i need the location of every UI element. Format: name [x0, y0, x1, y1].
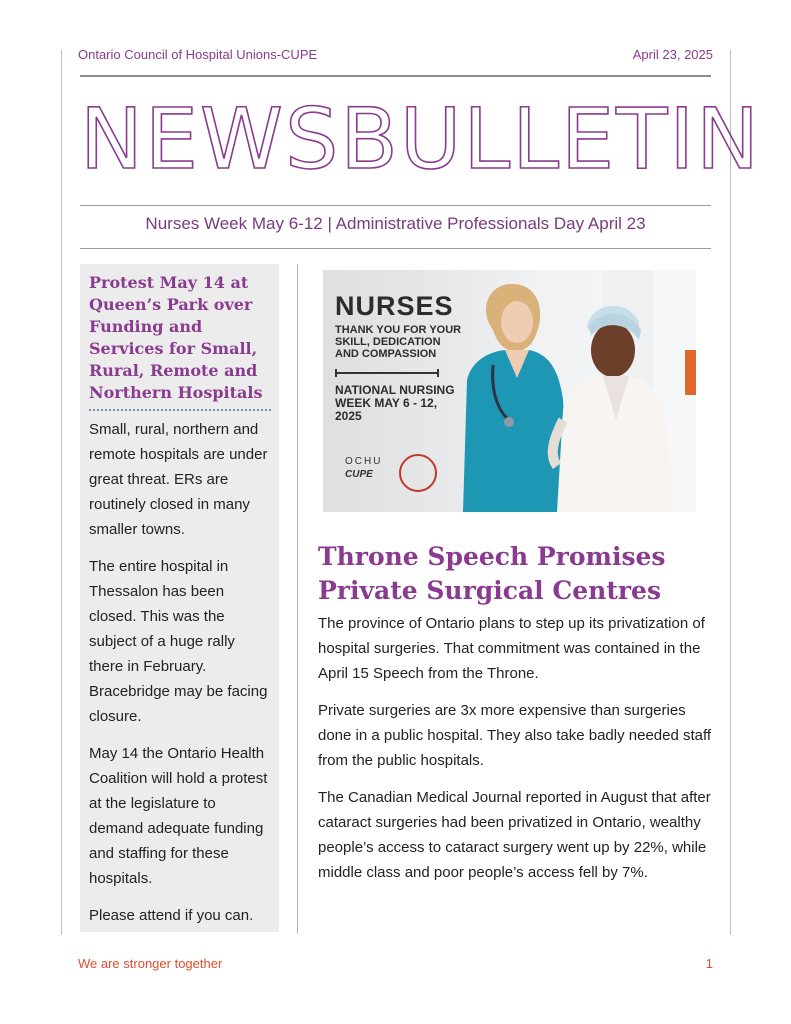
nurses-week-photo	[323, 270, 696, 512]
article-paragraph: The province of Ontario plans to step up its privatization of hospital surgeries. That commitment was contained in the April 15 Speech from the Throne.	[318, 615, 705, 682]
issue-date: April 23, 2025	[632, 47, 713, 62]
article-title: Throne Speech Promises Private Surgical Centres	[318, 542, 666, 605]
photo-nursing-week: NATIONAL NURSING WEEK MAY 6 - 12, 2025	[335, 383, 455, 423]
article-body	[318, 611, 718, 897]
sidebar-paragraph: The entire hospital in Thessalon has been closed. This was the subject of a huge rally there in February. Bracebridge may be facing closure.	[89, 558, 268, 725]
dotted-divider	[89, 409, 271, 411]
subhead: Nurses Week May 6-12 | Administrative Professionals Day April 23	[145, 214, 646, 233]
header-rule	[80, 75, 711, 77]
photo-headline: NURSES	[335, 291, 454, 321]
article-paragraph: Private surgeries are 3x more expensive than surgeries done in a public hospital. They also take badly needed staff from the public hospitals.	[318, 702, 712, 769]
photo-thanks: THANK YOU FOR YOUR SKILL, DEDICATION AND COMPASSION	[335, 324, 462, 360]
sidebar-box	[80, 264, 279, 932]
cupe-logo: CUPE	[345, 469, 373, 480]
sidebar-paragraph: Small, rural, northern and remote hospitals are under great threat. ERs are routinely closed in many smaller towns.	[89, 421, 268, 538]
masthead	[80, 90, 761, 188]
masthead-title: NEWSBULLETIN	[80, 90, 761, 188]
subhead-rule-bottom	[80, 248, 711, 249]
org-name: Ontario Council of Hospital Unions-CUPE	[78, 47, 318, 62]
page-number: 1	[705, 956, 713, 971]
footer-tagline: We are stronger together	[78, 956, 223, 971]
union-seal-icon	[399, 454, 437, 492]
nurse-and-patient-illustration	[453, 270, 696, 512]
left-margin-line	[61, 50, 62, 935]
subhead-rule-top	[80, 205, 711, 206]
article-paragraph: The Canadian Medical Journal reported in August that after cataract surgeries had been privatized in Ontario, wealthy people’s access to cataract surgery went up by 22%, while middle class and poor people’s access fell by 7%.	[318, 789, 711, 881]
photo-caption	[335, 292, 465, 423]
sidebar-title: Protest May 14 at Queen’s Park over Funding and Services for Small, Rural, Remote and Northern Hospitals	[89, 273, 263, 402]
photo-divider	[335, 372, 439, 374]
sidebar-paragraph: May 14 the Ontario Health Coalition will hold a protest at the legislature to demand adequate funding and staffing for these hospitals.	[89, 745, 268, 887]
ochu-logo: OCHU	[345, 456, 383, 467]
sidebar-paragraph: Please attend if you can.	[89, 907, 254, 924]
column-divider	[297, 264, 298, 934]
logos	[345, 456, 382, 480]
